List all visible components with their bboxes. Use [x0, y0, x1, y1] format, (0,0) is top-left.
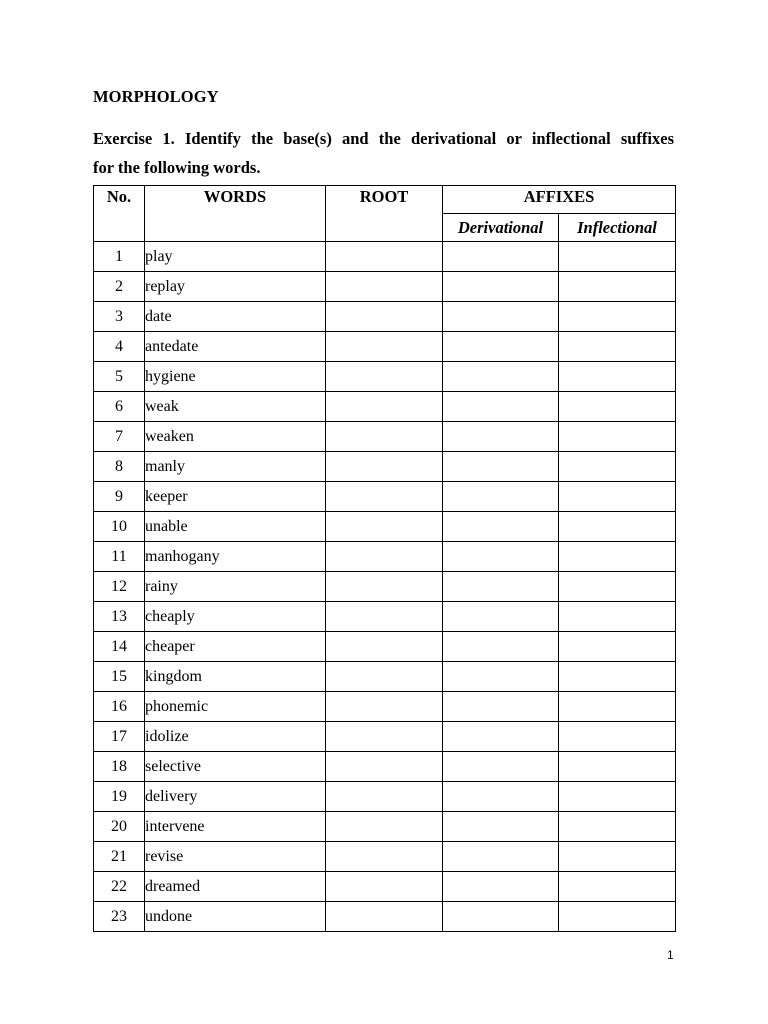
inflectional-cell[interactable] [559, 782, 676, 812]
derivational-cell[interactable] [443, 452, 559, 482]
row-number: 10 [94, 512, 145, 542]
root-cell[interactable] [326, 812, 443, 842]
inflectional-cell[interactable] [559, 902, 676, 932]
row-word: rainy [145, 572, 326, 602]
row-number: 20 [94, 812, 145, 842]
derivational-cell[interactable] [443, 902, 559, 932]
table-row [94, 812, 676, 842]
root-cell[interactable] [326, 692, 443, 722]
row-word: weaken [145, 422, 326, 452]
row-word: date [145, 302, 326, 332]
row-word: keeper [145, 482, 326, 512]
table-row [94, 542, 676, 572]
inflectional-cell[interactable] [559, 752, 676, 782]
row-word: manly [145, 452, 326, 482]
inflectional-cell[interactable] [559, 812, 676, 842]
root-cell[interactable] [326, 422, 443, 452]
derivational-cell[interactable] [443, 272, 559, 302]
row-word: hygiene [145, 362, 326, 392]
row-word: unable [145, 512, 326, 542]
table-body [94, 242, 676, 932]
table-row [94, 272, 676, 302]
inflectional-cell[interactable] [559, 392, 676, 422]
root-cell[interactable] [326, 392, 443, 422]
row-number: 17 [94, 722, 145, 752]
inflectional-cell[interactable] [559, 542, 676, 572]
derivational-cell[interactable] [443, 722, 559, 752]
row-number: 15 [94, 662, 145, 692]
row-number: 7 [94, 422, 145, 452]
inflectional-cell[interactable] [559, 872, 676, 902]
table-row [94, 692, 676, 722]
page-title: MORPHOLOGY [93, 87, 219, 106]
row-word: weak [145, 392, 326, 422]
table-row [94, 752, 676, 782]
row-word: dreamed [145, 872, 326, 902]
row-number: 3 [94, 302, 145, 332]
root-cell[interactable] [326, 302, 443, 332]
derivational-cell[interactable] [443, 482, 559, 512]
derivational-cell[interactable] [443, 632, 559, 662]
row-number: 21 [94, 842, 145, 872]
derivational-cell[interactable] [443, 752, 559, 782]
row-word: antedate [145, 332, 326, 362]
inflectional-cell[interactable] [559, 272, 676, 302]
derivational-cell[interactable] [443, 362, 559, 392]
derivational-cell[interactable] [443, 332, 559, 362]
row-word: replay [145, 272, 326, 302]
table-row [94, 302, 676, 332]
root-cell[interactable] [326, 752, 443, 782]
derivational-cell[interactable] [443, 662, 559, 692]
root-cell[interactable] [326, 632, 443, 662]
header-derivational: Derivational [443, 214, 559, 242]
inflectional-cell[interactable] [559, 692, 676, 722]
row-number: 4 [94, 332, 145, 362]
row-number: 19 [94, 782, 145, 812]
row-number: 2 [94, 272, 145, 302]
derivational-cell[interactable] [443, 302, 559, 332]
row-word: delivery [145, 782, 326, 812]
header-affixes: AFFIXES [443, 186, 676, 214]
table-row [94, 392, 676, 422]
header-no: No. [94, 186, 145, 242]
table-row [94, 872, 676, 902]
inflectional-cell[interactable] [559, 722, 676, 752]
derivational-cell[interactable] [443, 602, 559, 632]
derivational-cell[interactable] [443, 512, 559, 542]
exercise-table [93, 185, 676, 932]
derivational-cell[interactable] [443, 422, 559, 452]
root-cell[interactable] [326, 782, 443, 812]
root-cell[interactable] [326, 662, 443, 692]
derivational-cell[interactable] [443, 542, 559, 572]
header-words: WORDS [145, 186, 326, 242]
table-row [94, 452, 676, 482]
row-number: 18 [94, 752, 145, 782]
inflectional-cell[interactable] [559, 662, 676, 692]
inflectional-cell[interactable] [559, 242, 676, 272]
root-cell[interactable] [326, 362, 443, 392]
table-row [94, 332, 676, 362]
row-word: undone [145, 902, 326, 932]
row-number: 8 [94, 452, 145, 482]
inflectional-cell[interactable] [559, 842, 676, 872]
root-cell[interactable] [326, 242, 443, 272]
header-inflectional: Inflectional [559, 214, 676, 242]
inflectional-cell[interactable] [559, 332, 676, 362]
table-row [94, 602, 676, 632]
table-row [94, 242, 676, 272]
inflectional-cell[interactable] [559, 572, 676, 602]
root-cell[interactable] [326, 902, 443, 932]
root-cell[interactable] [326, 332, 443, 362]
row-word: intervene [145, 812, 326, 842]
table-row [94, 662, 676, 692]
derivational-cell[interactable] [443, 392, 559, 422]
table-row [94, 722, 676, 752]
root-cell[interactable] [326, 722, 443, 752]
derivational-cell[interactable] [443, 692, 559, 722]
row-number: 16 [94, 692, 145, 722]
row-number: 1 [94, 242, 145, 272]
row-number: 13 [94, 602, 145, 632]
derivational-cell[interactable] [443, 872, 559, 902]
row-number: 12 [94, 572, 145, 602]
row-word: kingdom [145, 662, 326, 692]
row-word: revise [145, 842, 326, 872]
root-cell[interactable] [326, 272, 443, 302]
inflectional-cell[interactable] [559, 452, 676, 482]
inflectional-cell[interactable] [559, 302, 676, 332]
header-root: ROOT [326, 186, 443, 242]
root-cell[interactable] [326, 572, 443, 602]
exercise-instructions [93, 124, 674, 182]
row-number: 22 [94, 872, 145, 902]
root-cell[interactable] [326, 842, 443, 872]
derivational-cell[interactable] [443, 242, 559, 272]
inflectional-cell[interactable] [559, 602, 676, 632]
row-word: manhogany [145, 542, 326, 572]
row-number: 11 [94, 542, 145, 572]
root-cell[interactable] [326, 452, 443, 482]
inflectional-cell[interactable] [559, 362, 676, 392]
inflectional-cell[interactable] [559, 482, 676, 512]
table-row [94, 422, 676, 452]
table-row [94, 362, 676, 392]
row-word: cheaply [145, 602, 326, 632]
table-row [94, 482, 676, 512]
row-word: selective [145, 752, 326, 782]
row-number: 23 [94, 902, 145, 932]
row-number: 9 [94, 482, 145, 512]
root-cell[interactable] [326, 512, 443, 542]
table-row [94, 632, 676, 662]
root-cell[interactable] [326, 542, 443, 572]
row-number: 6 [94, 392, 145, 422]
row-word: phonemic [145, 692, 326, 722]
table-row [94, 512, 676, 542]
root-cell[interactable] [326, 602, 443, 632]
derivational-cell[interactable] [443, 842, 559, 872]
row-word: idolize [145, 722, 326, 752]
table-row [94, 572, 676, 602]
inflectional-cell[interactable] [559, 632, 676, 662]
root-cell[interactable] [326, 482, 443, 512]
table-row [94, 842, 676, 872]
derivational-cell[interactable] [443, 572, 559, 602]
row-number: 5 [94, 362, 145, 392]
row-word: play [145, 242, 326, 272]
table-row [94, 782, 676, 812]
page-number: 1 [667, 948, 674, 962]
inflectional-cell[interactable] [559, 422, 676, 452]
exercise-instructions-line-1: Exercise 1. Identify the base(s) and the derivational or inflectional suffixes [93, 129, 674, 148]
table-row [94, 902, 676, 932]
inflectional-cell[interactable] [559, 512, 676, 542]
derivational-cell[interactable] [443, 812, 559, 842]
root-cell[interactable] [326, 872, 443, 902]
row-word: cheaper [145, 632, 326, 662]
derivational-cell[interactable] [443, 782, 559, 812]
row-number: 14 [94, 632, 145, 662]
exercise-instructions-line-2: for the following words. [93, 158, 261, 177]
